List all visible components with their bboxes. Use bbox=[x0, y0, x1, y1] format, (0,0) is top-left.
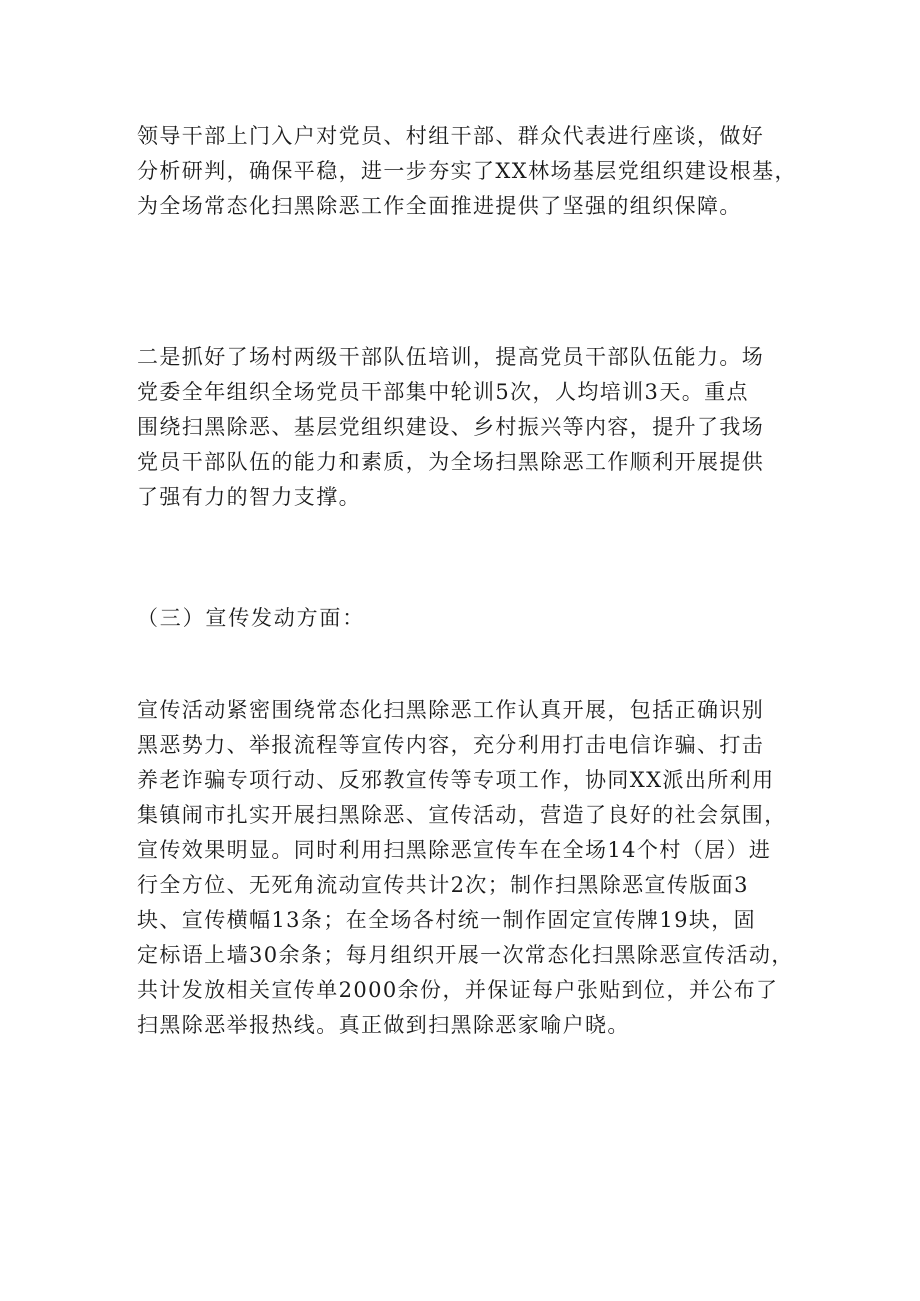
text-line: 宣传活动紧密围绕常态化扫黑除恶工作认真开展，包括正确识别 bbox=[137, 698, 765, 722]
text-line: 集镇闹市扎实开展扫黑除恶、宣传活动，营造了良好的社会氛围， bbox=[137, 803, 787, 827]
text-line: 扫黑除恶举报热线。真正做到扫黑除恶家喻户晓。 bbox=[137, 1013, 630, 1037]
text-line: 二是抓好了场村两级干部队伍培训，提高党员干部队伍能力。场 bbox=[137, 345, 765, 369]
text-line: 黑恶势力、举报流程等宣传内容，充分利用打击电信诈骗、打击 bbox=[137, 733, 765, 757]
text-line: 行全方位、无死角流动宣传共计2次；制作扫黑除恶宣传版面3 bbox=[137, 873, 749, 897]
text-line: 党员干部队伍的能力和素质，为全场扫黑除恶工作顺利开展提供 bbox=[137, 450, 765, 474]
text-line: 分析研判，确保平稳，进一步夯实了XX林场基层党组织建设根基， bbox=[137, 159, 797, 183]
section-heading-text: （三）宣传发动方面： bbox=[137, 606, 365, 630]
paragraph-party-building-foundation bbox=[137, 119, 797, 224]
text-line: 共计发放相关宣传单2000余份，并保证每户张贴到位，并公布了 bbox=[137, 978, 779, 1002]
section-heading-publicity bbox=[137, 601, 797, 636]
paragraph-publicity-activities bbox=[137, 693, 797, 1043]
text-line: 为全场常态化扫黑除恶工作全面推进提供了坚强的组织保障。 bbox=[137, 194, 742, 218]
text-line: 了强有力的智力支撑。 bbox=[137, 485, 361, 509]
text-line: 定标语上墙30余条；每月组织开展一次常态化扫黑除恶宣传活动， bbox=[137, 943, 794, 967]
text-line: 围绕扫黑除恶、基层党组织建设、乡村振兴等内容，提升了我场 bbox=[137, 415, 765, 439]
paragraph-cadre-training bbox=[137, 340, 797, 515]
text-line: 党委全年组织全场党员干部集中轮训5次，人均培训3天。重点 bbox=[137, 380, 749, 404]
text-line: 块、宣传横幅13条；在全场各村统一制作固定宣传牌19块，固 bbox=[137, 908, 757, 932]
text-line: 养老诈骗专项行动、反邪教宣传等专项工作，协同XX派出所利用 bbox=[137, 768, 775, 792]
text-line: 宣传效果明显。同时利用扫黑除恶宣传车在全场14个村（居）进 bbox=[137, 838, 772, 862]
text-line: 领导干部上门入户对党员、村组干部、群众代表进行座谈，做好 bbox=[137, 124, 765, 148]
